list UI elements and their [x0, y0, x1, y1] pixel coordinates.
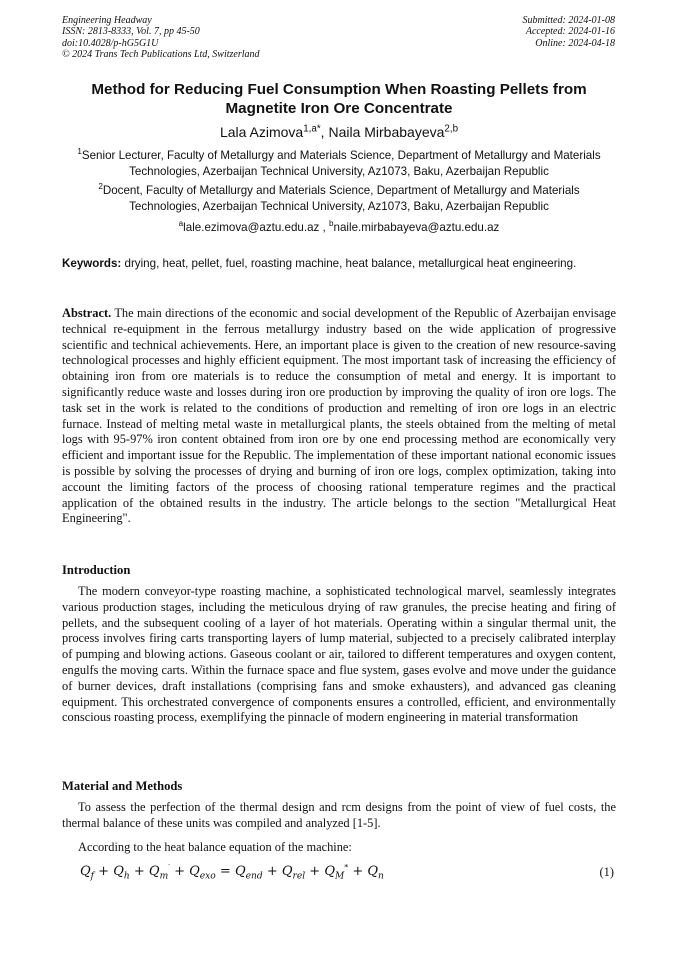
abstract-label: Abstract.	[62, 306, 112, 320]
affiliation-text: Senior Lecturer, Faculty of Metallurgy and Materials Science, Department of Metallurgy and Materials Technologies, Azerbaijan Technical University, Az1073, Baku, Azerbaijan Republic	[81, 149, 601, 178]
affiliation-text: Docent, Faculty of Metallurgy and Materials Science, Department of Metallurgy and Materials Technologies, Azerbaijan Technical University, Az1073, Baku, Azerbaijan Republic	[102, 184, 580, 213]
affiliation	[62, 148, 616, 179]
email-marker: a	[178, 219, 184, 229]
journal-issn: ISSN: 2813-8333, Vol. 7, pp 45-50	[62, 26, 200, 38]
paper-title: Method for Reducing Fuel Consumption When Roasting Pellets from Magnetite Iron Ore Concentrate	[91, 81, 587, 117]
affiliation	[62, 183, 616, 214]
accepted-date: Accepted: 2024-01-16	[525, 26, 615, 38]
journal-header-right	[523, 15, 616, 49]
affiliation-number: 2	[98, 182, 103, 192]
author-name: Lala Azimova	[219, 124, 304, 140]
keywords-label: Keywords:	[62, 257, 122, 270]
section-heading-methods: Material and Methods	[62, 779, 183, 793]
author-affiliation-marker: 2,b	[444, 123, 459, 135]
abstract-text: The main directions of the economic and social development of the Republic of Azerbaijan envisage technical re-equipment in the ferrous metallurgy industry based on the wide application of progressive scientific and technical achievements. Here, an important place is given to the creation of new resource-saving technological processes and highly efficient equipment. The most important task of increasing the efficiency of obtaining iron from ore materials is to reduce the consumption of metal and energy. It is important to significantly reduce waste and losses during iron ore production by improving the quality of iron ore logs. The task set in the work is related to the conditions of production and remelting of iron ore logs in an electric furnace. Instead of melting metal waste in metallurgical plants, the steels obtained from the melting of metal logs with 95-97% iron content obtained from iron ore by one end processing method are economically very efficient and important issue for the Republic. The implementation of these important national economic issues is possible by solving the processes of drying and burning of iron ore logs, complex optimization, taking into account the limiting factors of the process of choosing rational temperature regimes and the practical application of the obtained results in the industry. The article belongs to the section "Metallurgical Heat Engineering".	[62, 306, 616, 526]
journal-name: Engineering Headway	[62, 15, 152, 26]
journal-header-left	[62, 15, 260, 61]
journal-copyright: © 2024 Trans Tech Publications Ltd, Switzerland	[62, 49, 260, 61]
submitted-date: Submitted: 2024-01-08	[522, 15, 615, 26]
affiliation-number: 1	[77, 147, 82, 157]
journal-doi: doi:10.4028/p-hG5G1U	[62, 37, 159, 49]
methods-paragraph: According to the heat balance equation of the machine:	[78, 840, 352, 854]
email-address[interactable]: naile.mirbabayeva@aztu.edu.az	[333, 221, 500, 234]
author-separator: ,	[320, 124, 329, 140]
author-emails	[62, 220, 616, 235]
keywords-text: drying, heat, pellet, fuel, roasting machine, heat balance, metallurgical heat engineering.	[121, 257, 577, 270]
section-heading-introduction: Introduction	[62, 563, 131, 577]
methods-paragraph: To assess the perfection of the thermal design and rcm designs from the point of view of fuel costs, the thermal balance of these units was compiled and analyzed [1-5].	[62, 800, 616, 830]
heat-balance-equation	[80, 862, 616, 882]
author-affiliation-marker: 1,a*	[303, 123, 321, 135]
equation-body: $Q_f + Q_h + Q_m' + Q_{exo} = Q_{end} + Q_{rel} + Q_M^* + Q_n$	[80, 862, 384, 882]
introduction-paragraph: The modern conveyor-type roasting machine, a sophisticated technological marvel, seamlessly integrates various production stages, including the meticulous drying of raw granules, the precise heating and firing of pellets, and the subsequent cooling of a layer of hot materials. Operating within a singular thermal unit, the process involves firing carts transporting layers of lump material, subjected to a precisely calibrated interplay of pumping and blowing actions. Gaseous coolant or air, tailored to different temperatures and oxygen content, engulfs the moving carts. Within the furnace space and flue system, gases evolve and move under the guidance of burner devices, draft installations (comprising fans and smoke exhausters), and advanced gas cleaning equipment. This orchestrated convergence of components ensures a controlled, efficient, and environmentally conscious roasting process, exemplifying the pinnacle of modern engineering in material transformation	[62, 584, 616, 725]
abstract	[62, 306, 616, 527]
author-list	[62, 124, 616, 141]
author-name: Naila Mirbabayeva	[328, 124, 445, 140]
online-date: Online: 2024-04-18	[535, 37, 615, 49]
email-separator: ,	[319, 221, 329, 234]
keywords	[62, 256, 616, 271]
equation-number: (1)	[599, 865, 614, 879]
email-marker: b	[329, 219, 334, 229]
email-address[interactable]: lale.ezimova@aztu.edu.az	[183, 221, 320, 234]
